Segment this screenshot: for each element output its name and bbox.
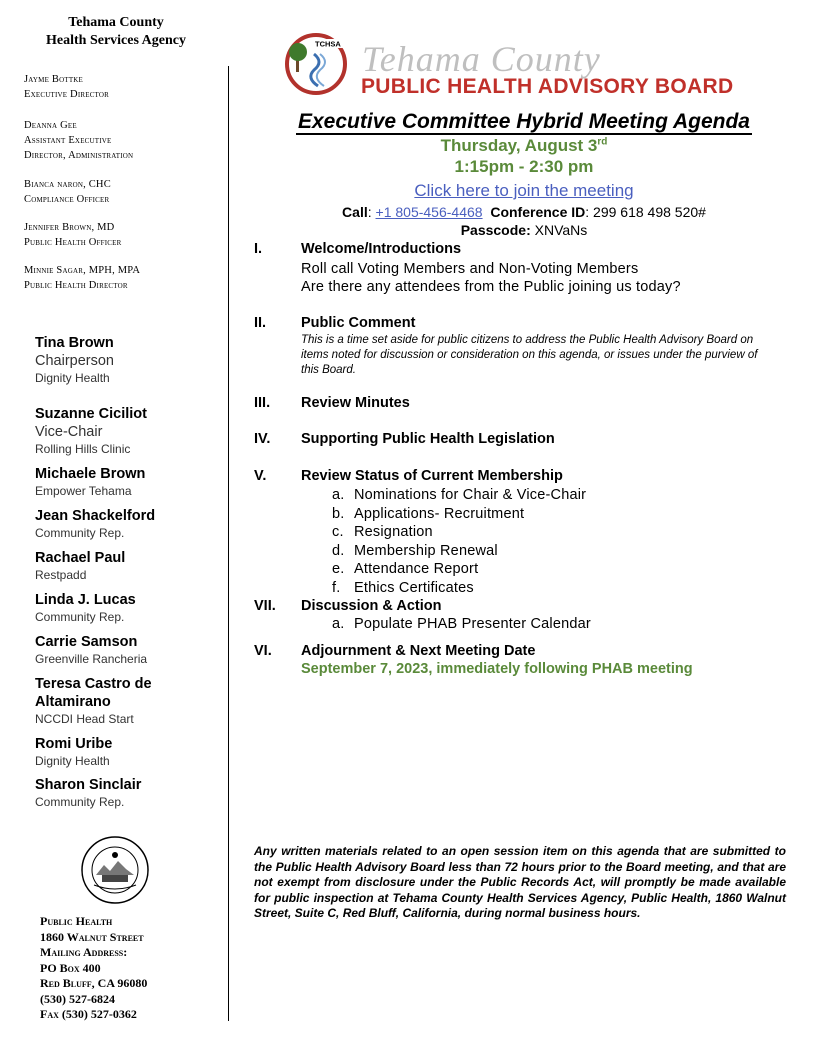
agency-line-1: Tehama County <box>68 15 164 30</box>
member-org: Dignity Health <box>35 754 110 768</box>
item-heading: Review Minutes <box>301 395 410 411</box>
member-org: Community Rep. <box>35 795 125 809</box>
member-org: Dignity Health <box>35 371 110 385</box>
staff-name: Minnie Sagar, MPH, MPA <box>24 265 141 276</box>
sub-item <box>332 560 478 579</box>
item-heading: Welcome/Introductions <box>301 241 462 257</box>
address-line: 1860 Walnut Street <box>40 929 144 944</box>
item-number: I. <box>254 241 263 257</box>
member-role: Chairperson <box>35 353 114 369</box>
passcode-label: Passcode: <box>460 222 531 238</box>
agency-title <box>0 14 232 50</box>
item-number: III. <box>254 395 271 411</box>
call-label: Call <box>342 204 368 220</box>
item-line: Are there any attendees from the Public joining us today? <box>301 279 681 295</box>
staff-name: Jennifer Brown, MD <box>24 222 115 233</box>
passcode-info <box>232 222 816 238</box>
sub-item <box>332 505 524 524</box>
member-role: Vice-Chair <box>35 424 103 440</box>
meeting-date-text: Thursday, August 3 <box>440 136 598 155</box>
address-block <box>40 914 147 1023</box>
logo-script-text: Tehama County <box>362 39 601 79</box>
member-name: Carrie Samson <box>35 634 138 650</box>
sub-letter: a. <box>332 616 345 632</box>
sub-item <box>332 579 474 598</box>
staff-entry <box>24 72 109 102</box>
meeting-date <box>232 136 816 156</box>
member-org: Community Rep. <box>35 526 125 540</box>
staff-entry <box>24 177 111 207</box>
member-name: Teresa Castro de <box>35 676 152 692</box>
sub-letter: a. <box>332 487 345 503</box>
staff-title: Compliance Officer <box>24 194 110 205</box>
member-entry <box>35 465 145 499</box>
item-number: V. <box>254 468 267 484</box>
call-info: Call: +1 805-456-4468 Conference ID: 299 618 498 520# <box>342 204 706 220</box>
member-org: NCCDI Head Start <box>35 712 134 726</box>
staff-name: Deanna Gee <box>24 120 77 131</box>
staff-title: Executive Director <box>24 89 110 100</box>
member-name: Romi Uribe <box>35 736 113 752</box>
item-heading: Review Status of Current Membership <box>301 468 563 484</box>
item-note: This is a time set aside for public citizens to address the Public Health Advisory Board on items noted for discussion or consideration on this agenda, or issues under the purview of this Board. <box>301 334 758 376</box>
member-org: Greenville Rancheria <box>35 652 148 666</box>
sub-item <box>332 486 586 505</box>
agenda-title-text: Executive Committee Hybrid Meeting Agenda <box>298 110 750 133</box>
member-name: Linda J. Lucas <box>35 592 136 608</box>
agenda-title <box>232 110 816 134</box>
staff-entry <box>24 263 140 293</box>
member-entry <box>35 633 147 667</box>
item-line: Roll call Voting Members and Non-Voting Members <box>301 261 639 277</box>
sub-item <box>332 615 591 634</box>
staff-entry <box>24 118 133 163</box>
staff-title: Public Health Director <box>24 280 128 291</box>
member-name: Suzanne Ciciliot <box>35 406 147 422</box>
sub-text: Membership Renewal <box>354 542 498 559</box>
member-org: Empower Tehama <box>35 484 132 498</box>
staff-entry <box>24 220 121 250</box>
address-line: Mailing Address: <box>40 945 128 959</box>
member-entry <box>35 507 155 541</box>
member-name: Rachael Paul <box>35 550 126 566</box>
sub-text: Ethics Certificates <box>354 579 474 596</box>
member-entry <box>35 675 152 727</box>
member-entry <box>35 776 141 810</box>
member-name: Michaele Brown <box>35 466 146 482</box>
logo-board-text: PUBLIC HEALTH ADVISORY BOARD <box>361 75 734 98</box>
item-number: IV. <box>254 431 271 447</box>
address-line: Fax (530) 527-0362 <box>40 1007 137 1021</box>
public-records-notice: Any written materials related to an open session item on this agenda that are submitted to the Public Health Advisory Board less than 72 hours prior to the Board meeting, and that are not exempt from disclosure under the Public Records Act, will promptly be made available for public inspection at Tehama County Health Services Agency, Public Health, 1860 Walnut Street, Suite C, Red Bluff, California, during normal business hours. <box>254 844 786 921</box>
sub-text: Applications- Recruitment <box>354 505 525 522</box>
staff-title: Public Health Officer <box>24 237 122 248</box>
item-number: II. <box>254 315 267 331</box>
item-heading: Supporting Public Health Legislation <box>301 431 555 447</box>
sub-text: Resignation <box>354 524 433 540</box>
member-entry <box>35 405 147 457</box>
item-heading: Public Comment <box>301 315 416 331</box>
date-suffix: rd <box>597 136 608 148</box>
next-meeting-date: September 7, 2023, immediately following PHAB meeting <box>301 661 693 677</box>
sub-text: Populate PHAB Presenter Calendar <box>354 616 591 632</box>
county-seal-icon <box>80 835 150 905</box>
member-entry <box>35 334 114 386</box>
meeting-time: 1:15pm - 2:30 pm <box>454 157 594 176</box>
logo-badge-text: TCHSA <box>315 39 341 49</box>
staff-name: Bianca naron, CHC <box>24 179 111 190</box>
member-name: Jean Shackelford <box>35 508 156 524</box>
address-line: (530) 527-6824 <box>40 991 115 1006</box>
conference-id: 299 618 498 520# <box>593 204 706 220</box>
staff-title: Director, Administration <box>24 150 134 161</box>
sub-letter: f. <box>332 579 341 596</box>
agency-line-2: Health Services Agency <box>46 33 186 48</box>
member-entry <box>35 591 136 625</box>
sub-text: Nominations for Chair & Vice-Chair <box>354 487 587 503</box>
item-heading: Discussion & Action <box>301 598 442 614</box>
item-number: VII. <box>254 598 276 614</box>
sub-letter: c. <box>332 524 344 540</box>
staff-name: Jayme Bottke <box>24 74 84 85</box>
call-number-link[interactable]: +1 805-456-4468 <box>375 204 483 220</box>
sub-item <box>332 542 498 561</box>
item-heading: Adjournment & Next Meeting Date <box>301 643 536 659</box>
member-entry <box>35 549 125 583</box>
member-name: Altamirano <box>35 694 111 710</box>
address-line: Red Bluff, CA 96080 <box>40 976 148 990</box>
sub-letter: b. <box>332 505 345 522</box>
sub-text: Attendance Report <box>354 561 479 577</box>
sub-letter: d. <box>332 542 345 559</box>
address-line: PO Box 400 <box>40 960 101 975</box>
conference-label: Conference ID <box>490 204 586 220</box>
member-org: Community Rep. <box>35 610 125 624</box>
join-meeting-link[interactable]: Click here to join the meeting <box>414 181 634 200</box>
staff-title: Assistant Executive <box>24 135 112 146</box>
member-entry <box>35 735 112 769</box>
member-name: Sharon Sinclair <box>35 777 142 793</box>
column-divider <box>228 66 229 1021</box>
sub-letter: e. <box>332 561 345 577</box>
member-name: Tina Brown <box>35 335 114 351</box>
member-org: Rolling Hills Clinic <box>35 442 131 456</box>
address-line: Public Health <box>40 914 113 928</box>
tchsa-logo-icon <box>284 32 348 96</box>
member-org: Restpadd <box>35 568 87 582</box>
item-number: VI. <box>254 643 272 659</box>
sub-item <box>332 523 433 542</box>
passcode-value: XNVaNs <box>534 222 588 238</box>
